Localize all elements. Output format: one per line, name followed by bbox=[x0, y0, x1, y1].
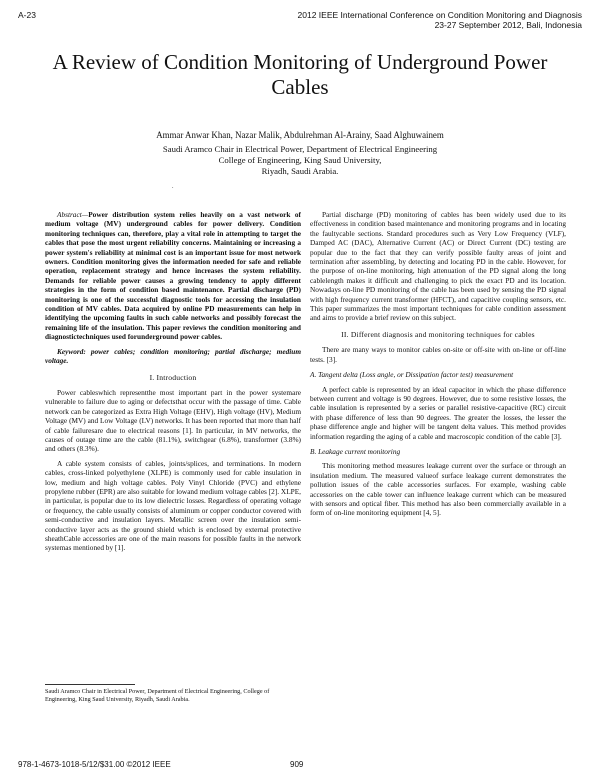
right-column bbox=[310, 210, 566, 518]
affiliation-line-2: College of Engineering, King Saud University, bbox=[218, 155, 382, 165]
abstract bbox=[45, 210, 301, 342]
abstract-text: Power distribution system relies heavily on a vast network of medium voltage (MV) underground cables for power delivery. Condition monitoring techniques can, therefore, play a vital role in attempting to target the cables that pose the most urgent reliability concerns. Maintaining or increasing a power system's reliability at minimal cost is an important issue for most network owners. Condition monitoring gives the information needed for safe and reliable operation, replacement strategy and hence increases the system reliability. Demands for reliable power causes a growing tendency to apply different strategies in the form of condition based maintenance. Partial discharge (PD) monitoring is one of the successful diagnostic tools for accessing the insulation condition of MV cables. Data acquired by online PD measurements can help in identifying the upcoming faults in such cable networks and possibly forecast the remaining life of the insulation. This paper reviews the condition monitoring and diagnostictechniques used forunderground power cables. bbox=[45, 210, 301, 342]
footnote: Saudi Aramco Chair in Electrical Power, Department of Electrical Engineering, College of Engineering, King Saud University, Riyadh, Saudi Arabia. bbox=[45, 688, 270, 703]
intro-paragraph-1: Power cableswhich representthe most important part in the power systemare vulnerable to failure due to aging or defectsthat occur with the passage of time. Cable network can be categorized as Extra High Voltage (EHV), High voltage (HV), Medium Voltage (MV) and Low Voltage (LV) networks. It has been reported that more than half of cable failuresare due to electrical reasons [1]. In particular, in MV networks, the causes of outage time are the cable (81.1%), switchgear (6.8%), transformer (3.8%) and others (8.3%). bbox=[45, 387, 301, 454]
page-number: 909 bbox=[290, 760, 304, 769]
section-heading-introduction: I. Introduction bbox=[149, 372, 197, 382]
section2-paragraph-1: There are many ways to monitor cables on-site or off-site with on-line or off-line tests. [3]. bbox=[310, 345, 566, 364]
left-column bbox=[45, 210, 301, 553]
paper-title: A Review of Condition Monitoring of Underground Power Cables bbox=[52, 50, 548, 99]
keywords: Keyword: power cables; condition monitoring; partial discharge; medium voltage. bbox=[45, 346, 301, 366]
affiliation-line-3: Riyadh, Saudi Arabia. bbox=[261, 166, 339, 176]
author-block bbox=[60, 130, 540, 177]
pd-paragraph: Partial discharge (PD) monitoring of cables has been widely used due to its effectiveness in condition based maintenance and monitoring programs and in locating the faultycable sections. Standard procedures such as Very Low Frequency (VLF), Damped AC (DAC), Alternative Current (AC) or Direct Current (DC) testing are popular due to the fact that they can verify possible faulty areas of joint and termination after assembling, by detecting and locating PD in the cable. However, for the purpose of on-line monitoring, high attenuation of the PD signal along the long cablelength makes it difficult and challenging to pick the exact PD and its location. Nowadays on-line PD monitoring of the cable has been used by sensing the PD signal with high frequency current transformer (HFCT), and capacitive coupling sensors, etc. This paper summarizes the most important techniques for cable condition assessment and aims to provide a brief review on this subject. bbox=[310, 210, 566, 323]
page-id: A-23 bbox=[18, 10, 36, 20]
abstract-label: Abstract— bbox=[57, 210, 89, 219]
isbn-line: 978-1-4673-1018-5/12/$31.00 ©2012 IEEE bbox=[18, 760, 171, 769]
conference-line-2: 23-27 September 2012, Bali, Indonesia bbox=[434, 20, 582, 30]
intro-paragraph-2: A cable system consists of cables, joints/splices, and terminations. In modern cables, cross-linked polyethylene (XLPE) is commonly used for cable insulation in low, medium and high voltage cables. Poly Vinyl Chloride (PVC) and ethylene propylene rubber (EPR) are also suitable for lowand medium voltage cables [2]. XLPE, in particular, is popular due to its low dielectric losses. Regardless of operating voltage or frequency, the cable usually consists of aluminum or copper conductor covered with semi-conductive and insulation layers. Metallic screen over the insulation semi-conductive layer acts as the ground shield which is enclosed by external protective sheathCable accessories are one of the main reasons for possible faults in the network systemas mentioned by [1]. bbox=[45, 458, 301, 553]
subsection-heading-leakage-current: B. Leakage current monitoring bbox=[310, 446, 401, 456]
footnote-rule bbox=[45, 684, 135, 685]
tangent-delta-paragraph: A perfect cable is represented by an ideal capacitor in which the phase difference between current and voltage is 90 degrees. However, due to some resistive losses, the cable insulation is represented by a series or parallel resistive-capacitive (RC) circuit with phase difference of less than 90 degrees. The greater the losses, the lesser the phase difference angle and higher will be tangent delta values. This method provides information regarding the aging of a cable and macroscopic condition of the cable [3]. bbox=[310, 384, 566, 441]
author-names: Ammar Anwar Khan, Nazar Malik, Abdulrehman Al-Arainy, Saad Alghuwainem bbox=[156, 130, 444, 140]
affiliation-line-1: Saudi Aramco Chair in Electrical Power, Department of Electrical Engineering bbox=[162, 144, 438, 154]
separator-dot: . bbox=[172, 184, 174, 190]
section-heading-diagnosis: II. Different diagnosis and monitoring techniques for cables bbox=[341, 329, 535, 339]
conference-line-1: 2012 IEEE International Conference on Condition Monitoring and Diagnosis bbox=[297, 10, 582, 20]
subsection-heading-tangent-delta: A. Tangent delta (Loss angle, or Dissipation factor test) measurement bbox=[310, 370, 514, 380]
leakage-current-paragraph: This monitoring method measures leakage current over the surface or through an insulation medium. The measured valueof surface leakage current demonstrates the pollution issues of the cable accessories surfaces. For example, washing cable accessories on the cable tower can influence leakage current which can be measured with sensors and optical fiber. This method has also been commercially available in a form of on-line monitoring equipment [4, 5]. bbox=[310, 461, 566, 518]
conference-header bbox=[298, 10, 582, 30]
